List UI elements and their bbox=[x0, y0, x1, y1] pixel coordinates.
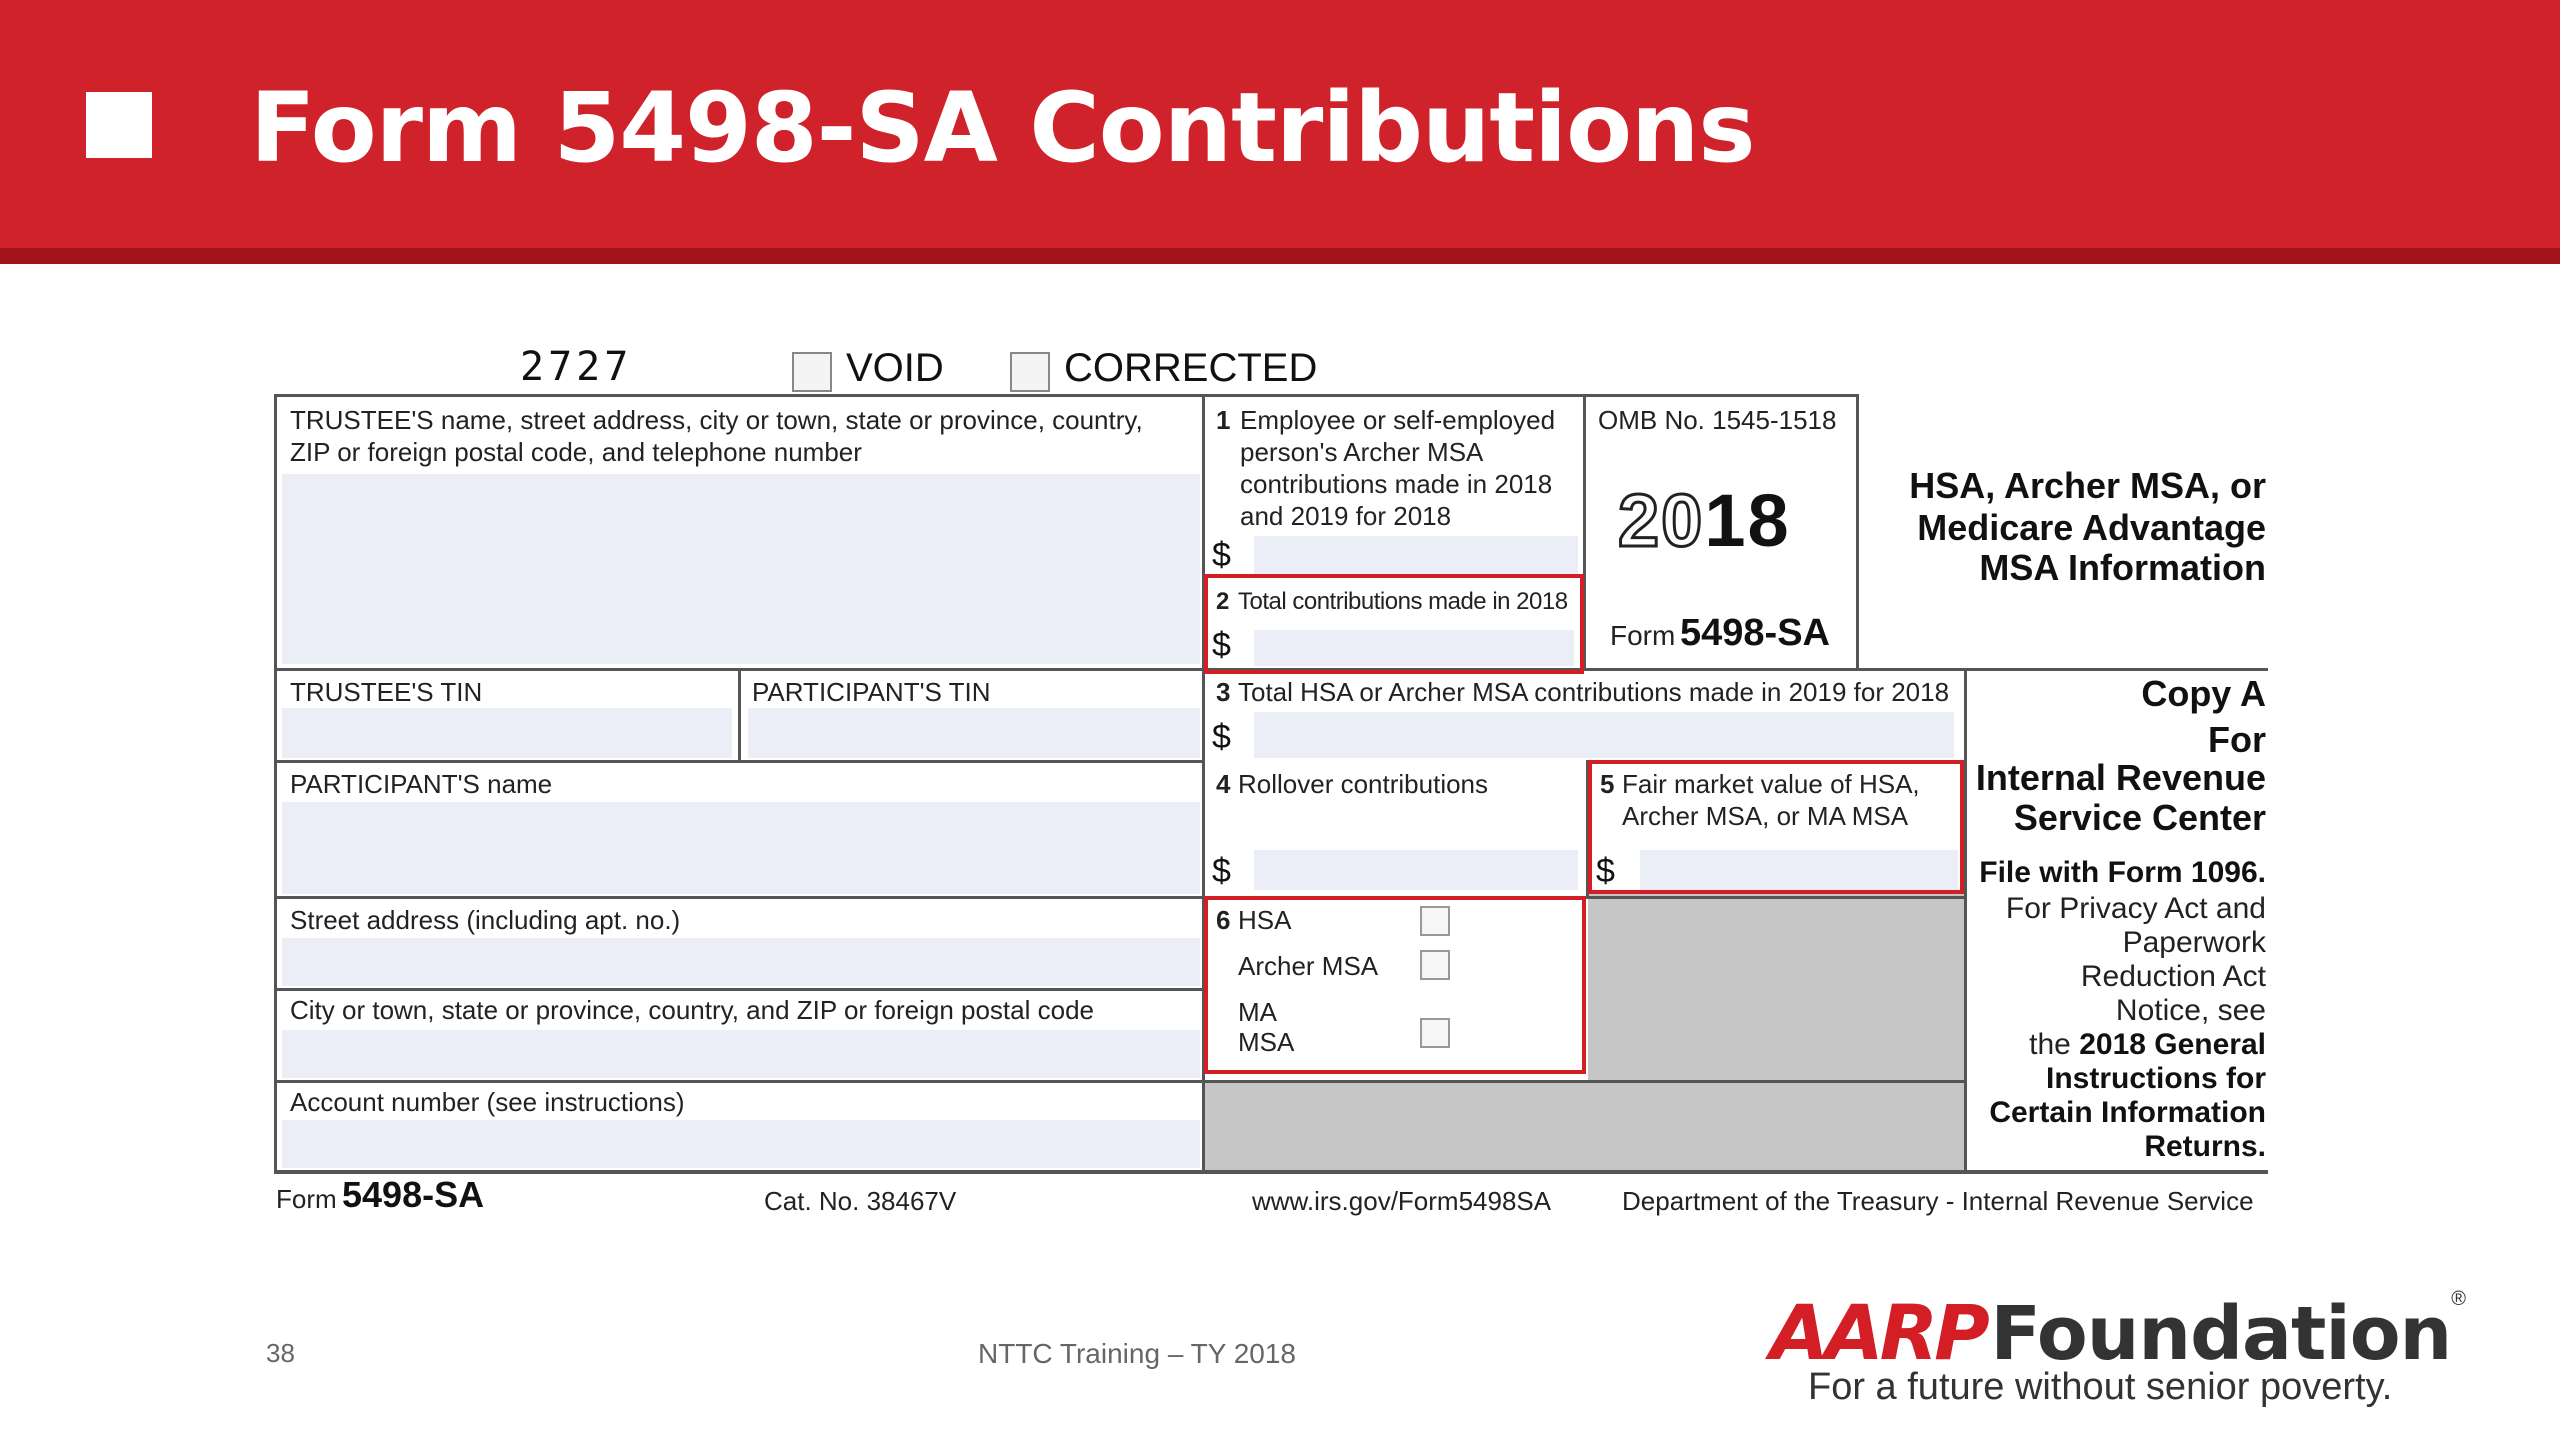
box6-ma-msa-checkbox[interactable] bbox=[1420, 1018, 1450, 1048]
participant-tin-field[interactable] bbox=[748, 708, 1200, 758]
account-number-field[interactable] bbox=[282, 1120, 1200, 1168]
aarp-foundation-logo bbox=[1770, 1288, 2466, 1377]
aarp-tagline: For a future without senior poverty. bbox=[1808, 1366, 2393, 1408]
box5-dollar: $ bbox=[1596, 852, 1615, 890]
trustee-name-field[interactable] bbox=[282, 474, 1200, 664]
trustee-tin-field[interactable] bbox=[282, 708, 732, 758]
box6-ma-label-cont: MSA bbox=[1238, 1027, 1295, 1057]
trustee-name-label-cont: ZIP or foreign postal code, and telephone number bbox=[290, 437, 862, 467]
trustee-tin-label: TRUSTEE'S TIN bbox=[290, 677, 483, 707]
registered-mark: ® bbox=[2451, 1288, 2466, 1310]
box3-number: 3 bbox=[1216, 677, 1231, 707]
box4-label: Rollover contributions bbox=[1238, 769, 1489, 799]
box4-amount-field[interactable] bbox=[1254, 850, 1578, 890]
privacy-line4: Notice, see bbox=[2115, 994, 2266, 1027]
form-title-line3: MSA Information bbox=[1979, 547, 2266, 588]
file-with-label: File with Form 1096. bbox=[1979, 856, 2266, 889]
aarp-logo-word: AARP bbox=[1770, 1288, 1986, 1377]
footer-training-label: NTTC Training – TY 2018 bbox=[978, 1338, 1297, 1369]
box3-dollar: $ bbox=[1212, 718, 1231, 756]
box2-dollar: $ bbox=[1212, 626, 1231, 664]
account-number-label: Account number (see instructions) bbox=[290, 1087, 685, 1117]
foundation-logo-word: Foundation bbox=[1990, 1291, 2452, 1377]
street-address-label: Street address (including apt. no.) bbox=[290, 905, 681, 935]
void-checkbox[interactable] bbox=[792, 352, 832, 392]
box2-label: Total contributions made in 2018 bbox=[1238, 588, 1568, 615]
form-title-line1: HSA, Archer MSA, or bbox=[1909, 465, 2266, 506]
irs-label-line1: Internal Revenue bbox=[1975, 757, 2266, 798]
box6-archer-checkbox[interactable] bbox=[1420, 950, 1450, 980]
trustee-name-label: TRUSTEE'S name, street address, city or town, state or province, country, bbox=[290, 405, 1143, 435]
shaded-cell-bottom bbox=[1203, 1080, 1964, 1170]
box6-hsa-label: HSA bbox=[1238, 905, 1292, 935]
box1-number: 1 bbox=[1216, 405, 1231, 435]
tax-year bbox=[1618, 478, 1791, 563]
privacy-line6: Instructions for bbox=[2045, 1062, 2266, 1095]
box5-number: 5 bbox=[1600, 769, 1615, 799]
box4-number: 4 bbox=[1216, 769, 1231, 799]
box6-archer-label: Archer MSA bbox=[1238, 951, 1379, 981]
box5-label-line1: Fair market value of HSA, bbox=[1622, 769, 1920, 799]
city-field[interactable] bbox=[282, 1030, 1200, 1078]
catalog-number: Cat. No. 38467V bbox=[764, 1186, 957, 1216]
void-label: VOID bbox=[846, 346, 944, 390]
box6-ma-label: MA bbox=[1238, 997, 1277, 1027]
form-number: 5498-SA bbox=[1680, 612, 1830, 654]
street-address-field[interactable] bbox=[282, 938, 1200, 986]
privacy-line3: Reduction Act bbox=[2080, 960, 2266, 993]
form-word: Form bbox=[1610, 620, 1676, 651]
privacy-line2: Paperwork bbox=[2122, 926, 2266, 959]
box1-dollar: $ bbox=[1212, 536, 1231, 574]
footer-form-word: Form bbox=[276, 1184, 337, 1214]
privacy-line5-bold: 2018 General bbox=[2079, 1028, 2266, 1061]
box3-amount-field[interactable] bbox=[1254, 712, 1954, 758]
corrected-checkbox[interactable] bbox=[1010, 352, 1050, 392]
box1-label-line4: and 2019 for 2018 bbox=[1240, 501, 1452, 531]
privacy-line5-pre: the bbox=[2029, 1028, 2080, 1061]
box6-hsa-checkbox[interactable] bbox=[1420, 906, 1450, 936]
privacy-line8: Returns. bbox=[2144, 1130, 2266, 1163]
privacy-line7: Certain Information bbox=[1989, 1096, 2266, 1129]
copy-a-label: Copy A bbox=[2141, 673, 2266, 714]
irs-label-line2: Service Center bbox=[2013, 797, 2266, 838]
irs-website: www.irs.gov/Form5498SA bbox=[1252, 1186, 1552, 1216]
box4-dollar: $ bbox=[1212, 852, 1231, 890]
box3-label: Total HSA or Archer MSA contributions made in 2019 for 2018 bbox=[1238, 677, 1950, 707]
box1-amount-field[interactable] bbox=[1254, 536, 1578, 576]
tax-year-solid: 18 bbox=[1704, 479, 1791, 562]
box1-label-line3: contributions made in 2018 bbox=[1240, 469, 1553, 499]
slide-number: 38 bbox=[266, 1338, 295, 1368]
box1-label-line2: person's Archer MSA bbox=[1240, 437, 1484, 467]
form-title-line2: Medicare Advantage bbox=[1917, 507, 2266, 548]
department-label: Department of the Treasury - Internal Revenue Service bbox=[1622, 1186, 2254, 1216]
box6-number: 6 bbox=[1216, 905, 1231, 935]
box2-number: 2 bbox=[1216, 588, 1230, 615]
participant-tin-label: PARTICIPANT'S TIN bbox=[752, 677, 991, 707]
copy-for-label: For bbox=[2208, 719, 2266, 760]
participant-name-label: PARTICIPANT'S name bbox=[290, 769, 553, 799]
tax-year-outline: 20 bbox=[1618, 479, 1705, 562]
privacy-line5 bbox=[2029, 1028, 2266, 1062]
form-control-code: 2727 bbox=[520, 344, 633, 390]
footer-form-number: 5498-SA bbox=[342, 1174, 485, 1215]
shaded-cell-right bbox=[1588, 894, 1964, 1080]
box1-label-line1: Employee or self-employed bbox=[1240, 405, 1556, 435]
city-label: City or town, state or province, country, and ZIP or foreign postal code bbox=[290, 995, 1094, 1025]
participant-name-field[interactable] bbox=[282, 802, 1200, 894]
box5-label-line2: Archer MSA, or MA MSA bbox=[1622, 801, 1909, 831]
corrected-label: CORRECTED bbox=[1064, 346, 1318, 390]
slide-title: Form 5498-SA Contributions bbox=[250, 72, 1755, 184]
privacy-line1: For Privacy Act and bbox=[2005, 892, 2266, 925]
omb-number: OMB No. 1545-1518 bbox=[1598, 405, 1837, 435]
